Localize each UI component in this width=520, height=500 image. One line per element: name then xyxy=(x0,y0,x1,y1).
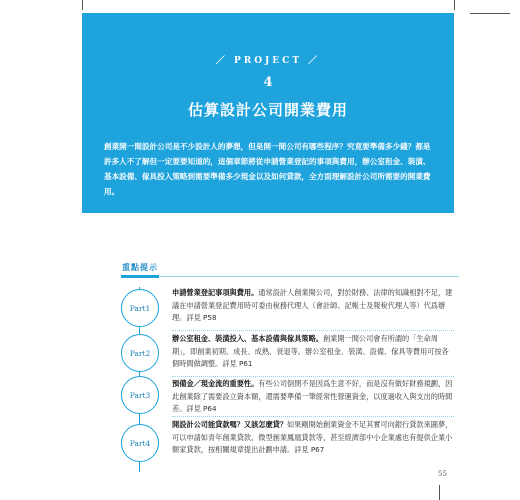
crop-mark xyxy=(454,0,455,10)
part-badge: Part4 xyxy=(121,424,159,462)
key-point-item xyxy=(172,287,454,325)
crop-mark xyxy=(439,485,440,500)
project-label: ／ PROJECT ／ xyxy=(215,56,321,66)
key-point-heading: 申請營業登記事項與費用。 xyxy=(172,288,259,297)
key-point-item xyxy=(172,419,454,457)
key-point-heading: 辦公室租金、裝潢投入、基本設備與傢具策略。 xyxy=(172,334,323,343)
chapter-intro: 創業開一間設計公司是不少設計人的夢想，但是開一間公司有哪些程序？究竟要準備多少錢？都是許多人不了解但一定要要知道的，這個章節將從申請營業登記的事項與費用，辦公室租金、裝潢、基本設備、傢具投入策略到需要準備多少現金以及如何貸款，全方面理解設計公司所需要的開業費用。 xyxy=(104,142,431,196)
chapter-title: 估算設計公司開業費用 xyxy=(187,101,348,119)
key-points-rule xyxy=(121,276,459,277)
key-point-body: 如果剛開始創業資金不足其實可向銀行貸款來圓夢，可以申請如青年創業貸款、微型創業鳳凰貸款等，甚至經濟部中小企業處也有提供企業小額家貸款，按相關規章提出計劃申請。詳見 P67 xyxy=(172,420,453,454)
key-point-item xyxy=(172,333,454,371)
key-point-body: 通常設計人創業開公司，對於財務、法律的知識相對不足，建議在申請營業登記費用時可委由稅務代理人（會計師、記帳士及報稅代理人等）代爲辦理。詳見 P58 xyxy=(172,288,453,322)
key-point-body: 創業開一間公司會有所謂的「生命周期」，即創業初期、成長、成熟、衰退等。辦公室租金、裝潢、設備、傢具等費用可按各個時間做調整。詳見 P61 xyxy=(172,334,449,368)
key-point-heading: 預備金／現金流的重要性。 xyxy=(172,379,259,388)
crop-mark xyxy=(470,13,510,14)
part-badge: Part1 xyxy=(121,289,159,327)
key-points-accent xyxy=(121,275,159,278)
project-number: 4 xyxy=(263,75,273,90)
item-divider xyxy=(172,330,454,331)
part-badge: Part2 xyxy=(121,334,159,372)
chapter-banner xyxy=(82,13,454,213)
part-badge: Part3 xyxy=(121,376,159,414)
key-point-body: 有些公司倒閉不是因爲生意不好，而是沒有做好財務規劃，因此創業除了需要設立資本額，還需要準備一筆經常性營運資金，以度過收入與支出的時間差。詳見 P64 xyxy=(172,379,453,413)
item-divider xyxy=(172,376,454,377)
item-divider xyxy=(172,416,454,417)
page-number: 55 xyxy=(438,470,447,478)
crop-mark xyxy=(82,0,83,10)
key-point-item xyxy=(172,378,454,416)
key-point-heading: 開設計公司能貸款嗎？又該怎麼貸？ xyxy=(172,420,288,429)
key-points-label: 重點提示 xyxy=(122,263,158,272)
